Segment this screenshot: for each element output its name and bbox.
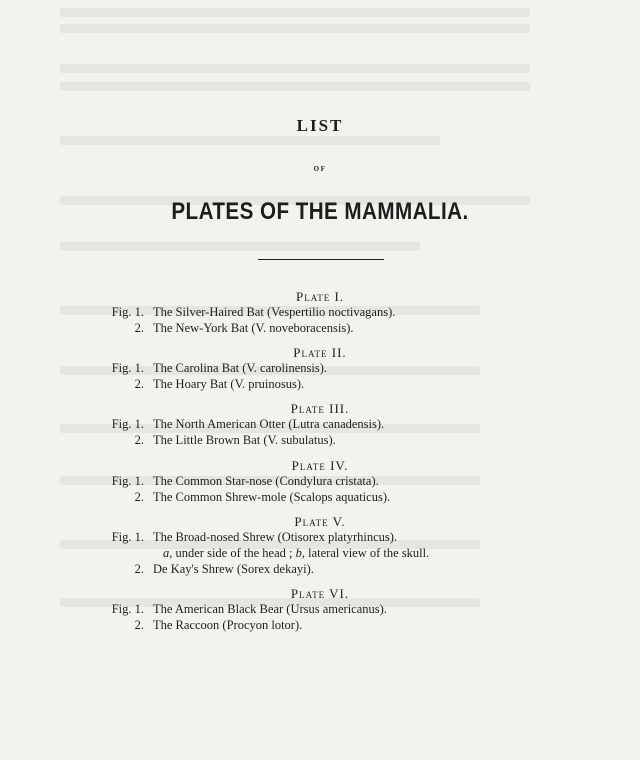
bleed-through-line: [60, 24, 530, 33]
title-rule: [258, 259, 384, 260]
figure-label: 2.: [134, 562, 144, 576]
figure-caption-subnote: a, under side of the head ; b, lateral view of the skull.: [163, 546, 430, 560]
page-title: PLATES OF THE MAMMALIA.: [171, 198, 469, 225]
title-of: OF: [313, 165, 327, 173]
figure-label: Fig. 1.: [111, 417, 144, 431]
figure-label: Fig. 1.: [111, 305, 144, 319]
figure-label: Fig. 1.: [111, 361, 144, 375]
bleed-through-line: [60, 136, 440, 145]
figure-label: Fig. 1.: [111, 602, 144, 616]
plate-heading: Plate II.: [293, 345, 347, 360]
figure-caption: The New-York Bat (V. noveboracensis).: [153, 321, 354, 335]
bleed-through-line: [60, 82, 530, 91]
bleed-through-line: [60, 8, 530, 17]
figure-caption: The Common Shrew-mole (Scalops aquaticus).: [153, 490, 391, 504]
figure-caption: The North American Otter (Lutra canadensis).: [153, 417, 385, 431]
plate-heading: Plate VI.: [290, 586, 350, 601]
figure-label: 2.: [134, 433, 144, 447]
figure-label: 2.: [134, 321, 144, 335]
figure-caption: The Hoary Bat (V. pruinosus).: [153, 377, 305, 391]
bleed-through-line: [60, 242, 420, 251]
title-list: LIST: [296, 116, 344, 135]
figure-caption: The Raccoon (Procyon lotor).: [153, 618, 303, 632]
plate-heading: Plate IV.: [291, 458, 349, 473]
figure-caption: The Common Star-nose (Condylura cristata).: [153, 474, 379, 488]
figure-label: Fig. 1.: [111, 530, 144, 544]
plate-heading: Plate V.: [294, 514, 346, 529]
figure-caption: The Little Brown Bat (V. subulatus).: [153, 433, 336, 447]
bleed-through-line: [60, 64, 530, 73]
figure-caption: The Silver-Haired Bat (Vespertilio noctivagans).: [153, 305, 396, 319]
figure-label: 2.: [134, 618, 144, 632]
plate-heading: Plate III.: [290, 401, 350, 416]
figure-label: Fig. 1.: [111, 474, 144, 488]
figure-caption: De Kay's Shrew (Sorex dekayi).: [153, 562, 314, 576]
figure-caption: The Broad-nosed Shrew (Otisorex platyrhincus).: [153, 530, 398, 544]
plate-heading: Plate I.: [295, 289, 345, 304]
figure-caption: The Carolina Bat (V. carolinensis).: [153, 361, 328, 375]
figure-label: 2.: [134, 377, 144, 391]
figure-caption: The American Black Bear (Ursus americanus).: [153, 602, 387, 616]
figure-label: 2.: [134, 490, 144, 504]
